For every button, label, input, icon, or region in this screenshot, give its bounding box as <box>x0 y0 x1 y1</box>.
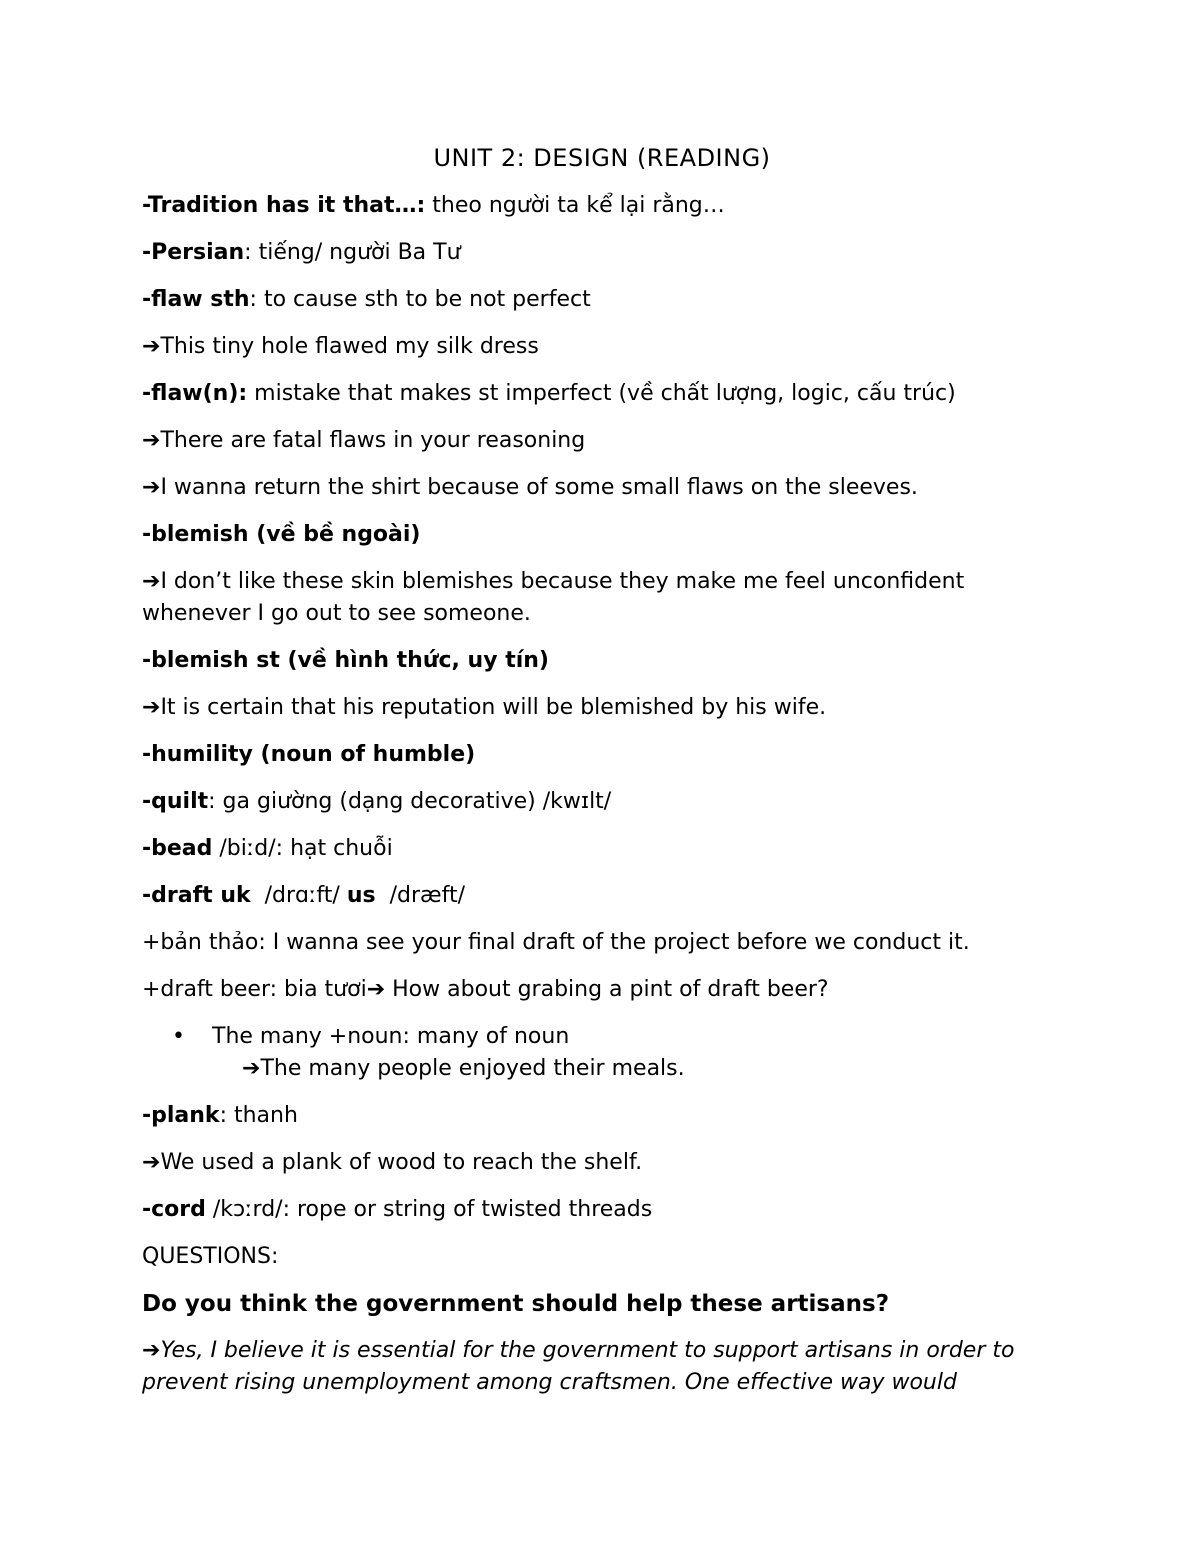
example-line <box>142 331 1062 363</box>
example-line <box>142 472 1062 504</box>
definition: /kɔːrd/: rope or string of twisted threads <box>205 1197 653 1222</box>
example-text: This tiny hole flawed my silk dress <box>160 334 539 359</box>
sense-text: +draft beer: bia tươi <box>142 977 367 1002</box>
definition: : to cause sth to be not perfect <box>249 287 591 312</box>
vocab-entry <box>142 237 1062 269</box>
vocab-entry <box>142 880 1062 912</box>
term: -flaw sth <box>142 287 250 312</box>
arrow-icon: ➔ <box>366 977 386 1002</box>
example-text: I wanna return the shirt because of some small flaws on the sleeves. <box>160 475 918 500</box>
answer <box>142 1335 1062 1399</box>
example-line <box>142 692 1062 724</box>
section-heading: QUESTIONS: <box>142 1244 279 1269</box>
example-line <box>142 1147 1062 1179</box>
definition: theo người ta kể lại rằng… <box>425 193 725 218</box>
page-title: UNIT 2: DESIGN (READING) <box>433 144 771 172</box>
arrow-icon: ➔ <box>142 569 161 594</box>
us-label: us <box>346 883 376 908</box>
vocab-entry <box>142 284 1062 316</box>
term: -bead <box>142 836 213 861</box>
arrow-icon: ➔ <box>142 475 161 500</box>
term: -Tradition has it that…: <box>142 193 426 218</box>
sense-line <box>142 974 1062 1006</box>
term: -humility (noun of humble) <box>142 742 476 767</box>
arrow-icon: ➔ <box>142 334 161 359</box>
sense-example: How about grabing a pint of draft beer? <box>385 977 829 1002</box>
term: -cord <box>142 1197 206 1222</box>
question: Do you think the government should help these artisans? <box>142 1291 890 1317</box>
example-text: We used a plank of wood to reach the shelf. <box>160 1150 643 1175</box>
example-text: I don’t like these skin blemishes because they make me feel unconfident whenever I go out to see someone. <box>142 569 965 626</box>
document-page <box>142 140 1062 1414</box>
term: -quilt <box>142 789 209 814</box>
vocab-entry <box>142 1194 1062 1226</box>
example-text: It is certain that his reputation will be blemished by his wife. <box>160 695 827 720</box>
term: -Persian <box>142 240 245 265</box>
vocab-entry <box>142 190 1062 222</box>
pronunciation-us: /dræft/ <box>375 883 465 908</box>
vocab-entry <box>142 519 1062 551</box>
vocab-entry <box>142 1100 1062 1132</box>
vocab-entry <box>142 378 1062 410</box>
arrow-icon: ➔ <box>142 1150 161 1175</box>
bullet-example <box>172 1053 1062 1085</box>
term: -draft uk <box>142 883 251 908</box>
example-line <box>142 425 1062 457</box>
arrow-icon: ➔ <box>142 695 161 720</box>
list-item <box>172 1021 1062 1053</box>
pronunciation-uk: /drɑːft/ <box>250 883 347 908</box>
vocab-entry <box>142 833 1062 865</box>
example-line <box>142 566 1062 630</box>
term: -flaw(n): <box>142 381 248 406</box>
bullet-list <box>172 1021 1062 1085</box>
definition: /biːd/: hạt chuỗi <box>212 836 393 861</box>
term: -plank <box>142 1103 220 1128</box>
vocab-entry <box>142 645 1062 677</box>
arrow-icon: ➔ <box>142 428 161 453</box>
definition: : tiếng/ người Ba Tư <box>244 240 461 265</box>
bullet-text: The many +noun: many of noun <box>212 1024 570 1049</box>
example-text: There are fatal flaws in your reasoning <box>160 428 586 453</box>
term: -blemish st (về hình thức, uy tín) <box>142 648 549 673</box>
definition: : ga giường (dạng decorative) /kwɪlt/ <box>208 789 612 814</box>
vocab-entry <box>142 786 1062 818</box>
arrow-icon: ➔ <box>242 1056 261 1081</box>
answer-text: Yes, I believe it is essential for the government to support artisans in order to prevent rising unemployment among craftsmen. One effective way would <box>142 1338 1015 1395</box>
vocab-entry <box>142 739 1062 771</box>
definition: mistake that makes st imperfect (về chất lượng, logic, cấu trúc) <box>247 381 956 406</box>
sense-line: +bản thảo: I wanna see your final draft of the project before we conduct it. <box>142 930 970 955</box>
term: -blemish (về bề ngoài) <box>142 522 421 547</box>
example-text: The many people enjoyed their meals. <box>260 1056 685 1081</box>
bullet-icon: • <box>172 1024 185 1049</box>
arrow-icon: ➔ <box>142 1338 161 1363</box>
definition: : thanh <box>219 1103 298 1128</box>
